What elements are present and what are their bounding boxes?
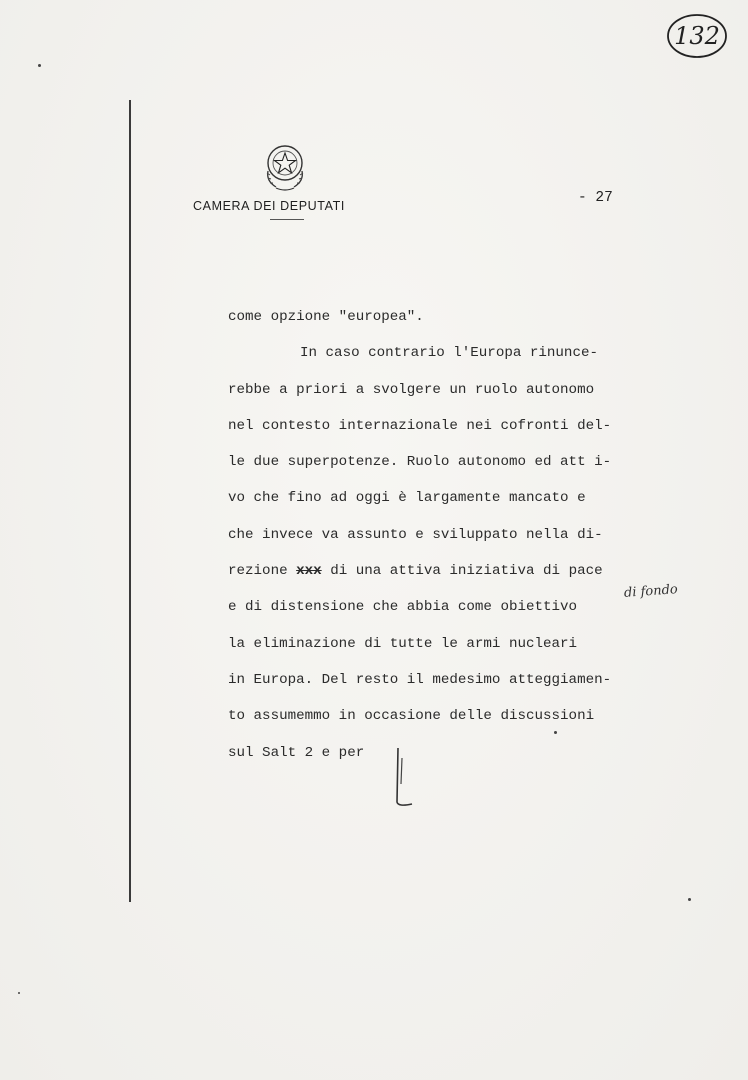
text-line: rebbe a priori a svolgere un ruolo autonomo [228, 381, 595, 398]
text-line: In caso contrario l'Europa rinunce- [300, 345, 598, 362]
text-line: come opzione "europea". [228, 309, 424, 325]
text-line: to assumemmo in occasione delle discussioni [228, 708, 595, 725]
page-annotation-circle [664, 10, 730, 62]
text-line: la eliminazione di tutte le armi nucleari [228, 635, 578, 652]
paper-speck [688, 898, 691, 901]
text-fragment: di una attiva iniziativa di pace [330, 563, 603, 580]
handwritten-mark-icon [388, 744, 416, 810]
page-number: - 27 [578, 190, 613, 206]
margin-rule [129, 100, 131, 902]
handwritten-margin-note: di fondo [623, 582, 679, 601]
circled-page-number: 132 [674, 22, 720, 50]
paper-speck [38, 64, 41, 67]
text-line: vo che fino ad oggi è largamente mancato e [228, 490, 586, 507]
text-fragment: rezione [228, 563, 288, 580]
institution-header: CAMERA DEI DEPUTATI [193, 199, 345, 213]
paper-speck [18, 992, 20, 994]
text-line [228, 553, 648, 589]
text-line: in Europa. Del resto il medesimo atteggiamen- [228, 671, 612, 688]
republic-emblem-icon [262, 141, 308, 193]
text-line: che invece va assunto e sviluppato nella di- [228, 526, 603, 543]
text-line: e di distensione che abbia come obiettivo [228, 599, 578, 616]
paper-speck [554, 731, 557, 734]
struck-out-text: xxx [296, 563, 322, 580]
text-line: le due superpotenze. Ruolo autonomo ed att i- [228, 454, 612, 471]
document-body [228, 299, 648, 771]
header-divider [270, 219, 304, 220]
text-line: nel contesto internazionale nei cofronti del- [228, 417, 612, 434]
text-line: sul Salt 2 e per [228, 744, 365, 761]
